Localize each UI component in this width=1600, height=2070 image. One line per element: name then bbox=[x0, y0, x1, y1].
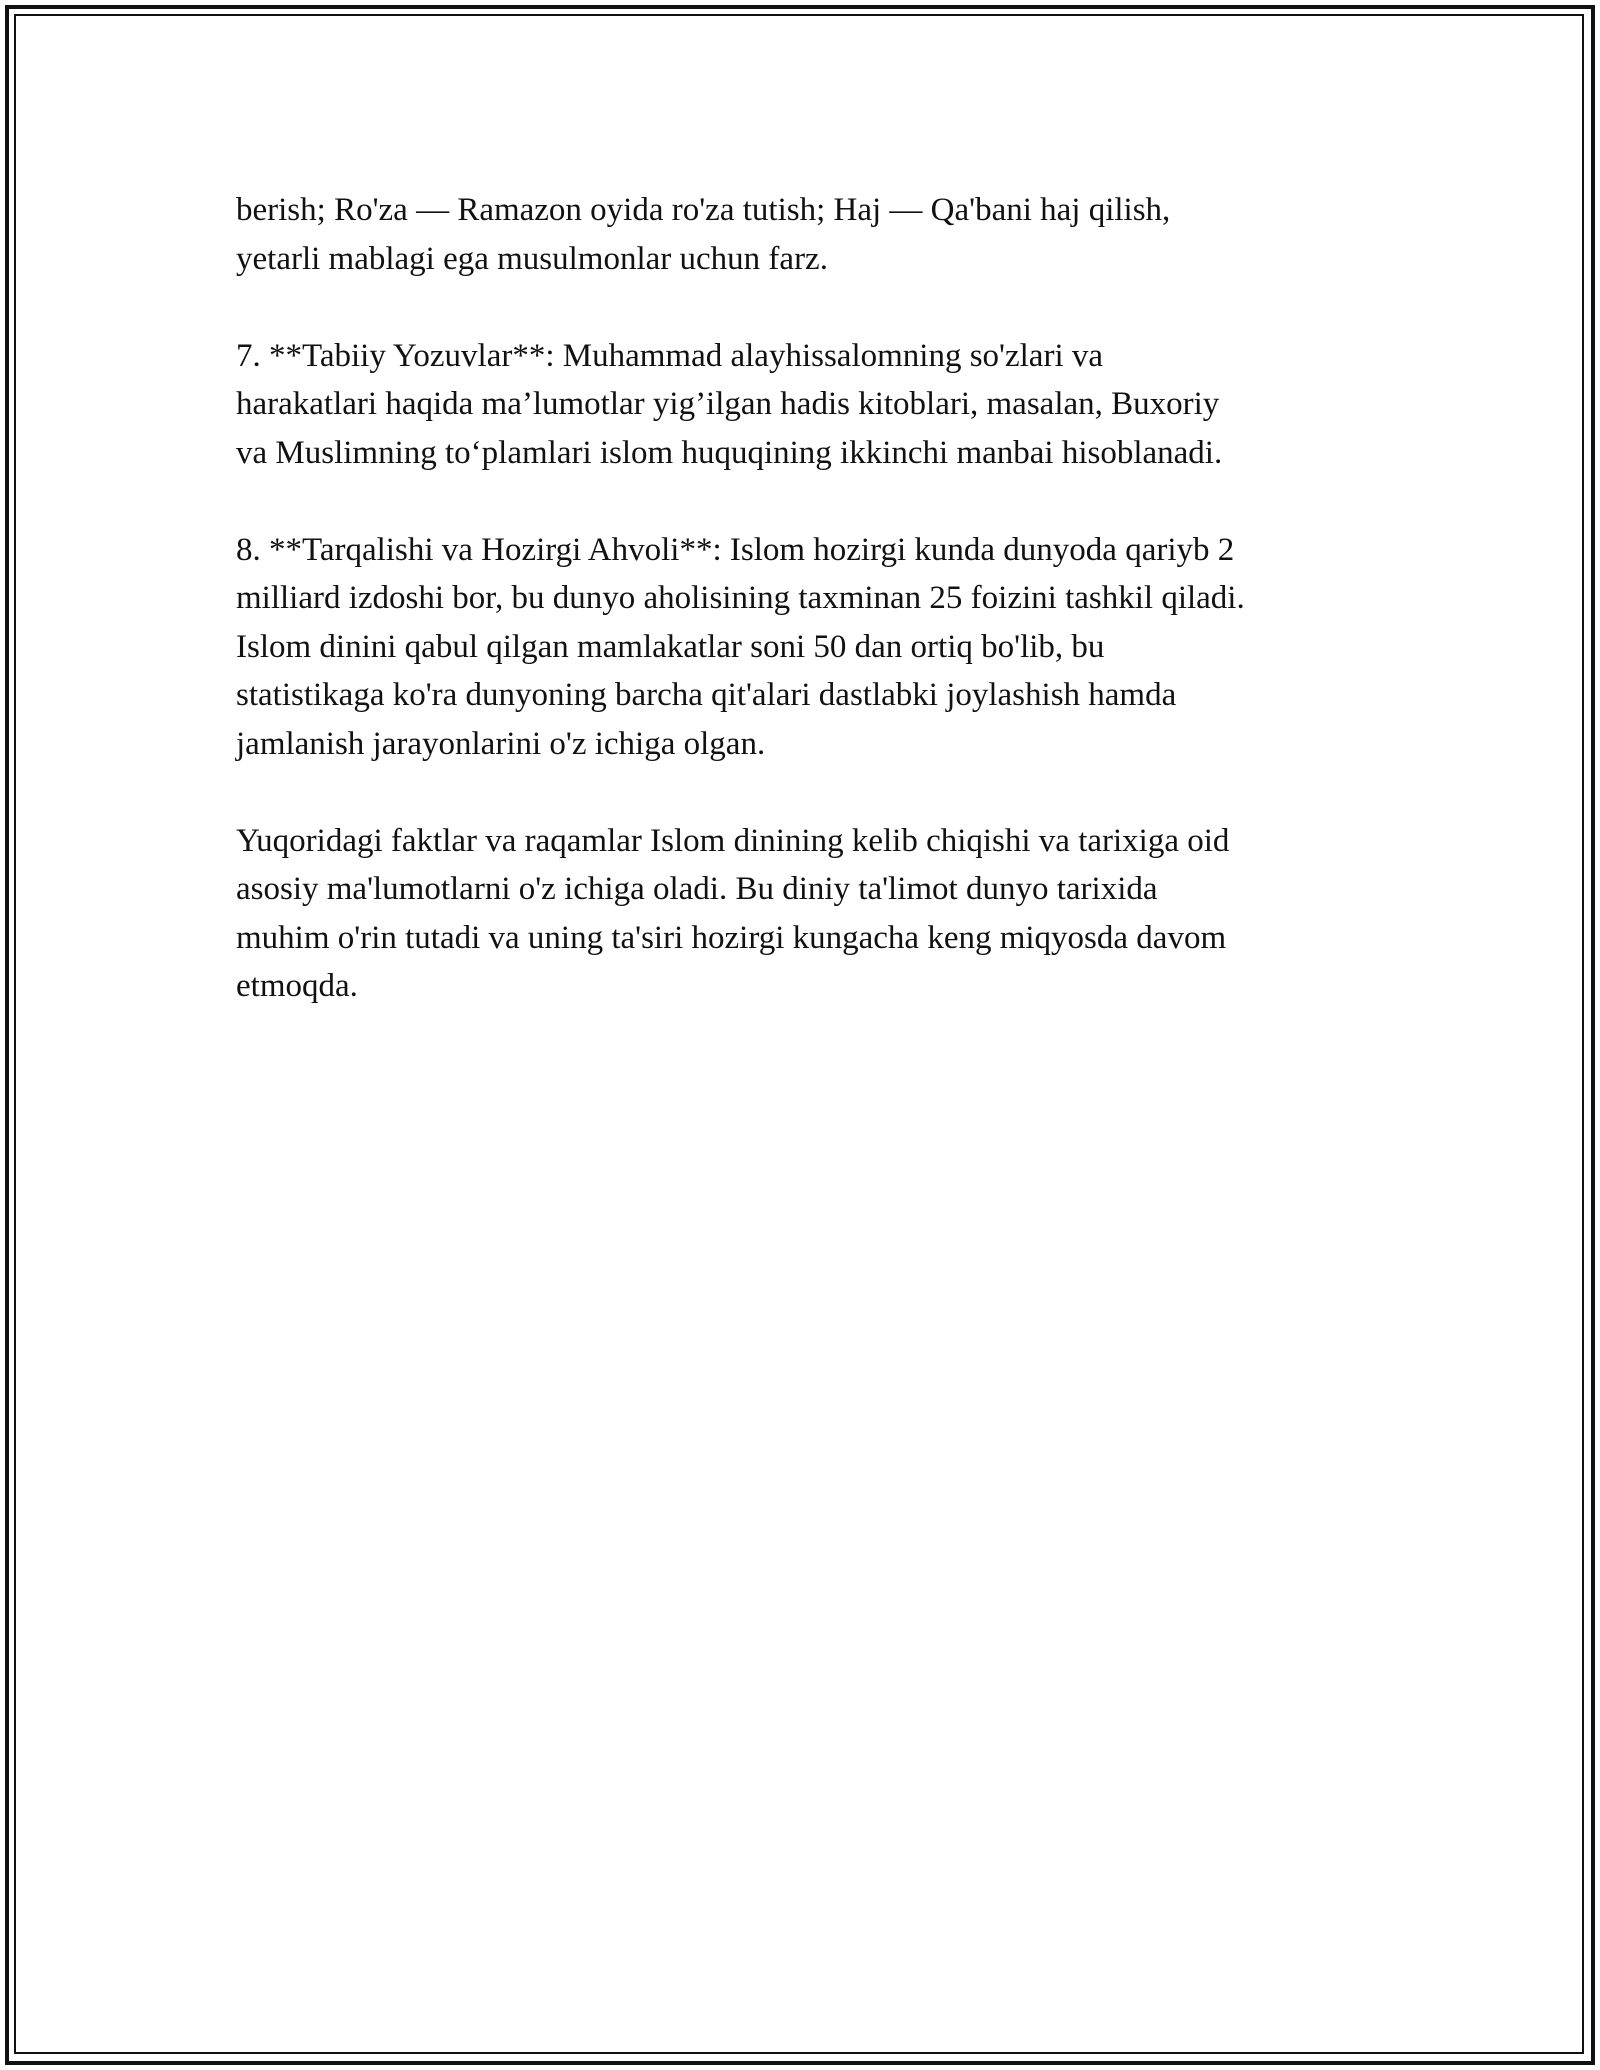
text-line: 8. **Tarqalishi va Hozirgi Ahvoli**: Islom hozirgi kunda dunyoda qariyb 2 bbox=[236, 531, 1235, 568]
text-line: 7. **Tabiiy Yozuvlar**: Muhammad alayhissalomning so'zlari va bbox=[236, 337, 1104, 374]
paragraph-fasting-pilgrimage bbox=[236, 186, 1376, 283]
text-line: milliard izdoshi bor, bu dunyo aholisining taxminan 25 foizini tashkil qiladi. bbox=[236, 580, 1245, 616]
text-line: va Muslimning to‘plamlari islom huquqining ikkinchi manbai hisoblanadi. bbox=[236, 434, 1223, 471]
text-line: Islom dinini qabul qilgan mamlakatlar soni 50 dan ortiq bo'lib, bu bbox=[236, 628, 1105, 665]
text-line: asosiy ma'lumotlarni o'z ichiga oladi. Bu diniy ta'limot dunyo tarixida bbox=[236, 871, 1158, 907]
document-body bbox=[236, 186, 1376, 1059]
text-line: statistikaga ko'ra dunyoning barcha qit'alari dastlabki joylashish hamda bbox=[236, 677, 1177, 713]
text-line: jamlanish jarayonlarini o'z ichiga olgan. bbox=[236, 725, 766, 762]
paragraph-conclusion bbox=[236, 817, 1376, 1011]
paragraph-item-8 bbox=[236, 526, 1376, 769]
text-line: yetarli mablagi ega musulmonlar uchun farz. bbox=[236, 240, 828, 277]
text-line: muhim o'rin tutadi va uning ta'siri hozirgi kungacha keng miqyosda davom bbox=[236, 919, 1227, 956]
paragraph-item-7 bbox=[236, 332, 1376, 478]
text-line: berish; Ro'za — Ramazon oyida ro'za tutish; Haj — Qa'bani haj qilish, bbox=[236, 192, 1171, 228]
text-line: etmoqda. bbox=[236, 968, 358, 1004]
text-line: harakatlari haqida ma’lumotlar yig’ilgan hadis kitoblari, masalan, Buxoriy bbox=[236, 386, 1220, 422]
text-line: Yuqoridagi faktlar va raqamlar Islom dinining kelib chiqishi va tarixiga oid bbox=[236, 822, 1230, 859]
